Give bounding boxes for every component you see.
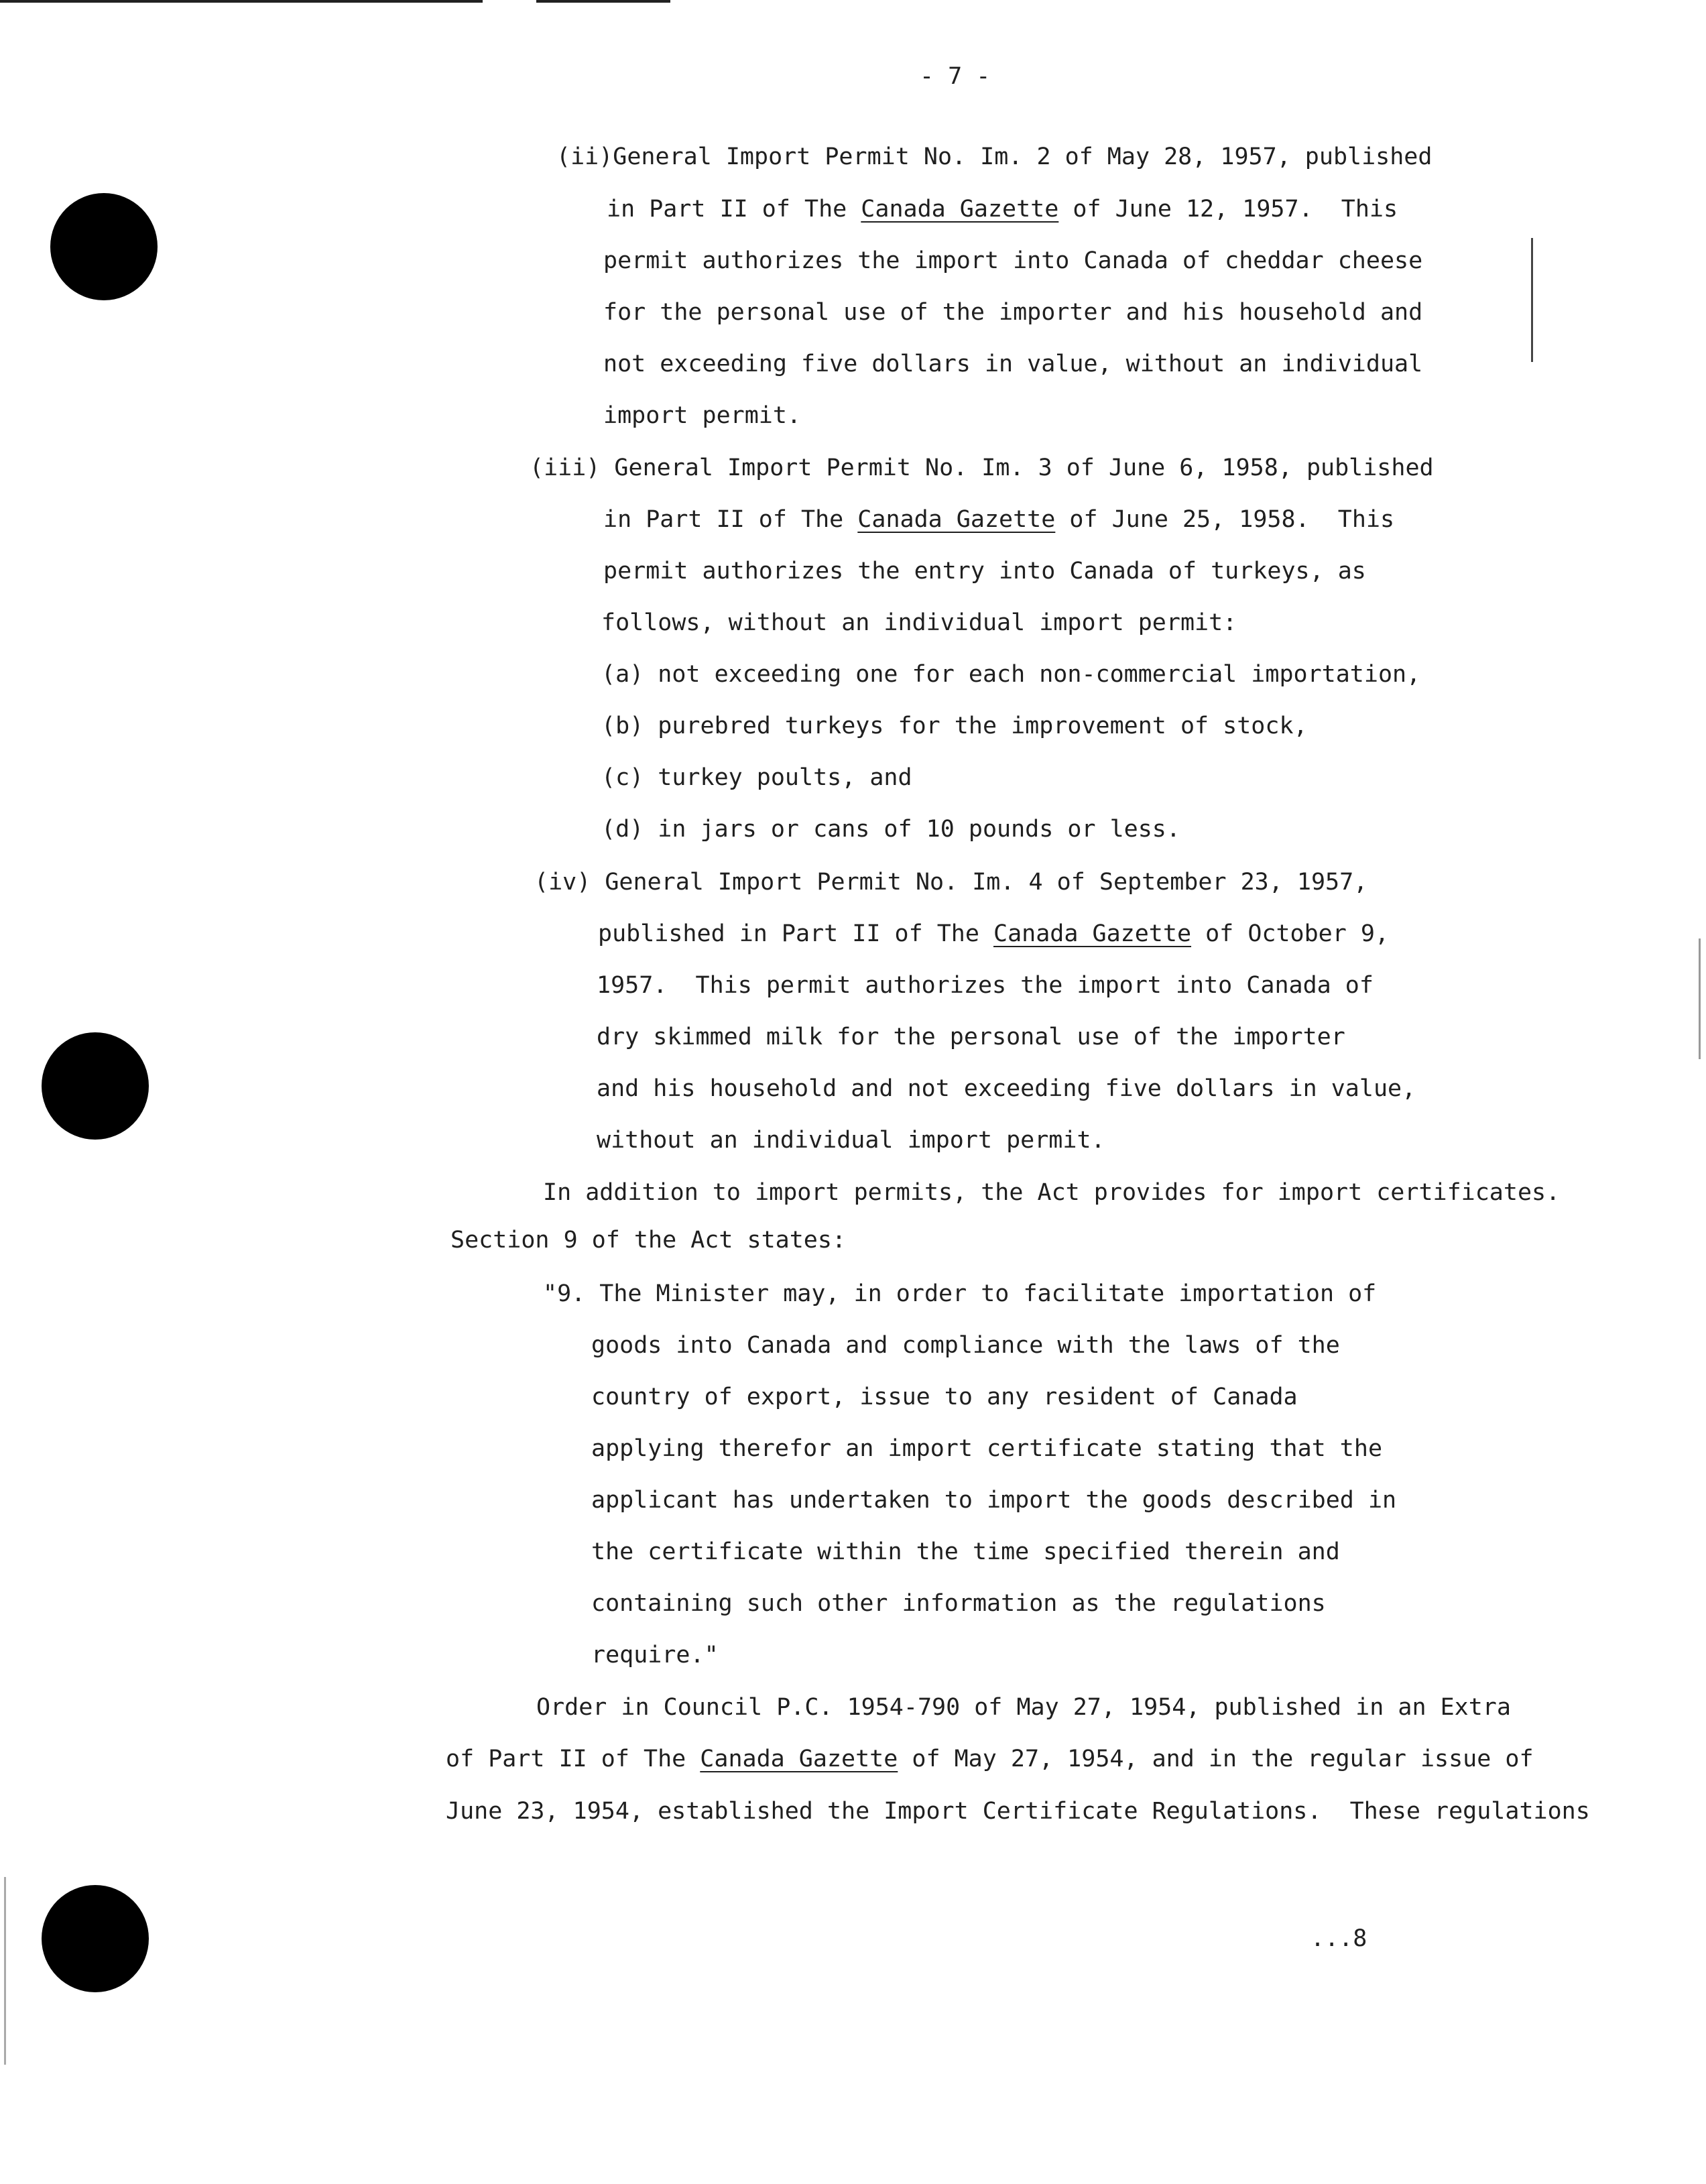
gazette-title: Canada Gazette <box>700 1746 898 1772</box>
permit-iv-line: published in Part II of The Canada Gazette of October 9, <box>598 920 1390 947</box>
section-9-quote-line: country of export, issue to any resident of Canada <box>591 1384 1298 1410</box>
scan-margin-mark <box>1699 938 1701 1059</box>
permit-ii-line: not exceeding five dollars in value, without an individual <box>603 351 1423 377</box>
permit-ii-line: permit authorizes the import into Canada of cheddar cheese <box>603 247 1423 274</box>
permit-iv-line: without an individual import permit. <box>597 1127 1105 1154</box>
gazette-title: Canada Gazette <box>993 920 1192 947</box>
punch-hole <box>42 1885 149 1992</box>
permit-ii-line: (ii)General Import Permit No. Im. 2 of May 28, 1957, published <box>556 143 1433 170</box>
section-9-quote-line: require." <box>591 1642 719 1669</box>
punch-hole <box>42 1032 149 1140</box>
permit-ii-line: for the personal use of the importer and his household and <box>603 299 1423 326</box>
scan-edge-line <box>0 0 483 3</box>
body-paragraph-line: In addition to import permits, the Act provides for import certificates. <box>543 1179 1561 1206</box>
gazette-title: Canada Gazette <box>857 506 1056 533</box>
section-9-quote-line: "9. The Minister may, in order to facilitate importation of <box>543 1280 1377 1307</box>
body-paragraph-line: Order in Council P.C. 1954-790 of May 27, 1954, published in an Extra <box>536 1694 1511 1721</box>
permit-iii-line: in Part II of The Canada Gazette of June 25, 1958. This <box>603 506 1395 533</box>
punch-hole <box>50 193 158 300</box>
permit-iii-line: (iii) General Import Permit No. Im. 3 of June 6, 1958, published <box>530 454 1434 481</box>
section-9-quote-line: goods into Canada and compliance with the laws of the <box>591 1332 1340 1359</box>
continuation-marker: ...8 <box>1311 1925 1367 1952</box>
permit-iii-line: permit authorizes the entry into Canada of turkeys, as <box>603 558 1366 585</box>
permit-ii-line: in Part II of The Canada Gazette of June 12, 1957. This <box>607 196 1398 223</box>
permit-iii-item: (b) purebred turkeys for the improvement of stock, <box>601 713 1308 739</box>
permit-iv-line: and his household and not exceeding five dollars in value, <box>597 1075 1416 1102</box>
permit-iii-item: (d) in jars or cans of 10 pounds or less. <box>601 816 1180 843</box>
gazette-title: Canada Gazette <box>861 196 1059 223</box>
permit-iv-line: dry skimmed milk for the personal use of the importer <box>597 1024 1345 1050</box>
body-paragraph-line: June 23, 1954, established the Import Certificate Regulations. These regulations <box>446 1798 1590 1825</box>
page-number: - 7 - <box>920 63 991 90</box>
permit-iii-item: (a) not exceeding one for each non-commercial importation, <box>601 661 1421 688</box>
permit-iv-line: 1957. This permit authorizes the import into Canada of <box>597 972 1374 999</box>
section-9-quote-line: containing such other information as the regulations <box>591 1590 1326 1617</box>
scan-margin-mark <box>1531 238 1533 362</box>
permit-ii-line: import permit. <box>603 402 802 429</box>
body-paragraph-line: of Part II of The Canada Gazette of May 27, 1954, and in the regular issue of <box>446 1746 1534 1772</box>
scan-margin-mark <box>4 1877 6 2065</box>
permit-iv-line: (iv) General Import Permit No. Im. 4 of September 23, 1957, <box>534 869 1368 896</box>
permit-iii-item: (c) turkey poults, and <box>601 764 912 791</box>
body-paragraph-line: Section 9 of the Act states: <box>450 1227 847 1254</box>
section-9-quote-line: applicant has undertaken to import the goods described in <box>591 1487 1397 1514</box>
section-9-quote-line: applying therefor an import certificate stating that the <box>591 1435 1383 1462</box>
section-9-quote-line: the certificate within the time specified therein and <box>591 1538 1340 1565</box>
scan-edge-line <box>536 0 670 3</box>
permit-iii-line: follows, without an individual import permit: <box>601 609 1237 636</box>
